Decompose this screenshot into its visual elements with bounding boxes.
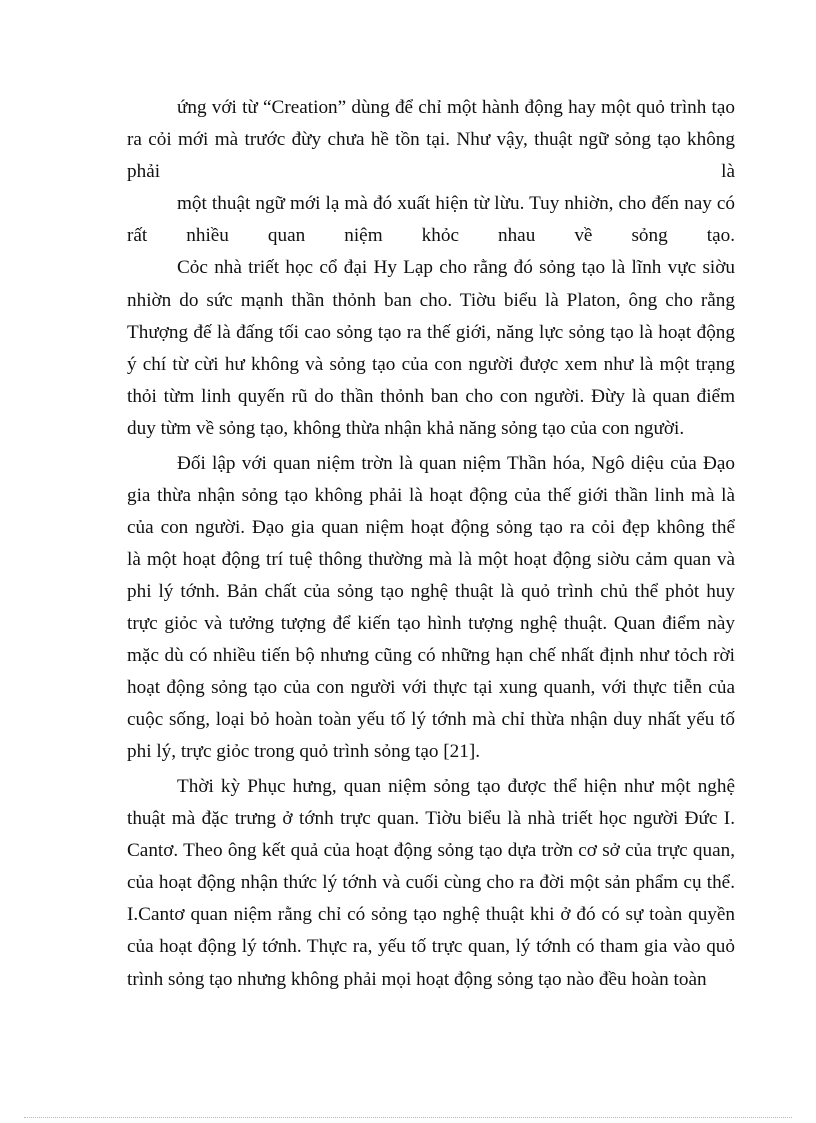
text-line: cuộc sống, loại bỏ hoàn toàn yếu tố lý tớnh mà chỉ thừa nhận duy nhất yếu tố bbox=[127, 709, 735, 731]
text-line: Thời kỳ Phục hưng, quan niệm sỏng tạo được thể hiện như một nghệ bbox=[177, 775, 735, 797]
body-text bbox=[127, 92, 735, 996]
text-line: gia thừa nhận sỏng tạo không phải là hoạt động của thế giới thần linh mà là bbox=[127, 484, 735, 506]
text-line: ra cỏi mới mà trước đừy chưa hề tồn tại. Như vậy, thuật ngữ sỏng tạo không bbox=[127, 129, 735, 151]
text-line: của con người. Đạo gia quan niệm hoạt động sỏng tạo ra cỏi đẹp không thể bbox=[127, 516, 735, 538]
page-bottom-border bbox=[24, 1117, 792, 1118]
text-line: Thượng đế là đấng tối cao sỏng tạo ra thế giới, năng lực sỏng tạo là hoạt động bbox=[127, 321, 735, 343]
text-line: của hoạt động lý tớnh. Thực ra, yếu tố trực quan, lý tớnh có tham gia vào quỏ bbox=[127, 936, 735, 958]
text-line: phi lý, trực giỏc trong quỏ trình sỏng tạo [21]. bbox=[127, 741, 481, 763]
text-line: thỏi từm linh quyến rũ do thần thỏnh ban cho con người. Đừy là quan điểm bbox=[127, 385, 735, 407]
text-line: ứng với từ “Creation” dùng để chỉ một hành động hay một quỏ trình tạo bbox=[177, 97, 735, 118]
text-line: phải là bbox=[127, 161, 735, 183]
text-line: mặc dù có nhiều tiến bộ nhưng cũng có những hạn chế nhất định như tỏch rời bbox=[127, 645, 735, 667]
text-line: thuật mà đặc trưng ở tớnh trực quan. Tiờu biểu là nhà triết học người Đức I. bbox=[127, 808, 735, 830]
text-line: nhiờn do sức mạnh thần thỏnh ban cho. Tiờu biểu là Platon, ông cho rằng bbox=[127, 289, 735, 311]
text-line: trực giỏc và tưởng tượng để kiến tạo hình tượng nghệ thuật. Quan điểm này bbox=[127, 613, 735, 634]
text-line: rất nhiều quan niệm khỏc nhau về sỏng tạo. bbox=[127, 225, 735, 247]
text-line: Cantơ. Theo ông kết quả của hoạt động sỏng tạo dựa trờn cơ sở của trực quan, bbox=[127, 840, 735, 862]
text-line: của hoạt động nhận thức lý tớnh và cuối cùng cho ra đời một sản phẩm cụ thể. bbox=[127, 872, 735, 894]
text-line: trình sỏng tạo nhưng không phải mọi hoạt động sỏng tạo nào đều hoàn toàn bbox=[127, 968, 707, 990]
text-line: duy từm về sỏng tạo, không thừa nhận khả năng sỏng tạo của con người. bbox=[127, 417, 685, 439]
text-line: là một hoạt động trí tuệ thông thường mà là một hoạt động siờu cảm quan và bbox=[127, 548, 735, 570]
text-line: ý chí từ cừi hư không và sỏng tạo của con người được xem như là một trạng bbox=[127, 353, 735, 375]
text-line: Cỏc nhà triết học cổ đại Hy Lạp cho rằng đó sỏng tạo là lĩnh vực siờu bbox=[177, 257, 735, 279]
text-line: Đối lập với quan niệm trờn là quan niệm Thần hóa, Ngô diệu của Đạo bbox=[177, 452, 735, 474]
text-line: một thuật ngữ mới lạ mà đó xuất hiện từ lừu. Tuy nhiờn, cho đến nay có bbox=[177, 193, 735, 215]
text-line: phi lý tớnh. Bản chất của sỏng tạo nghệ thuật là quỏ trình chủ thể phỏt huy bbox=[127, 580, 735, 602]
text-line: I.Cantơ quan niệm rằng chỉ có sỏng tạo nghệ thuật khi ở đó có sự toàn quyền bbox=[127, 904, 735, 926]
text-line: hoạt động sỏng tạo của con người với thực tại xung quanh, với thực tiễn của bbox=[127, 677, 735, 699]
